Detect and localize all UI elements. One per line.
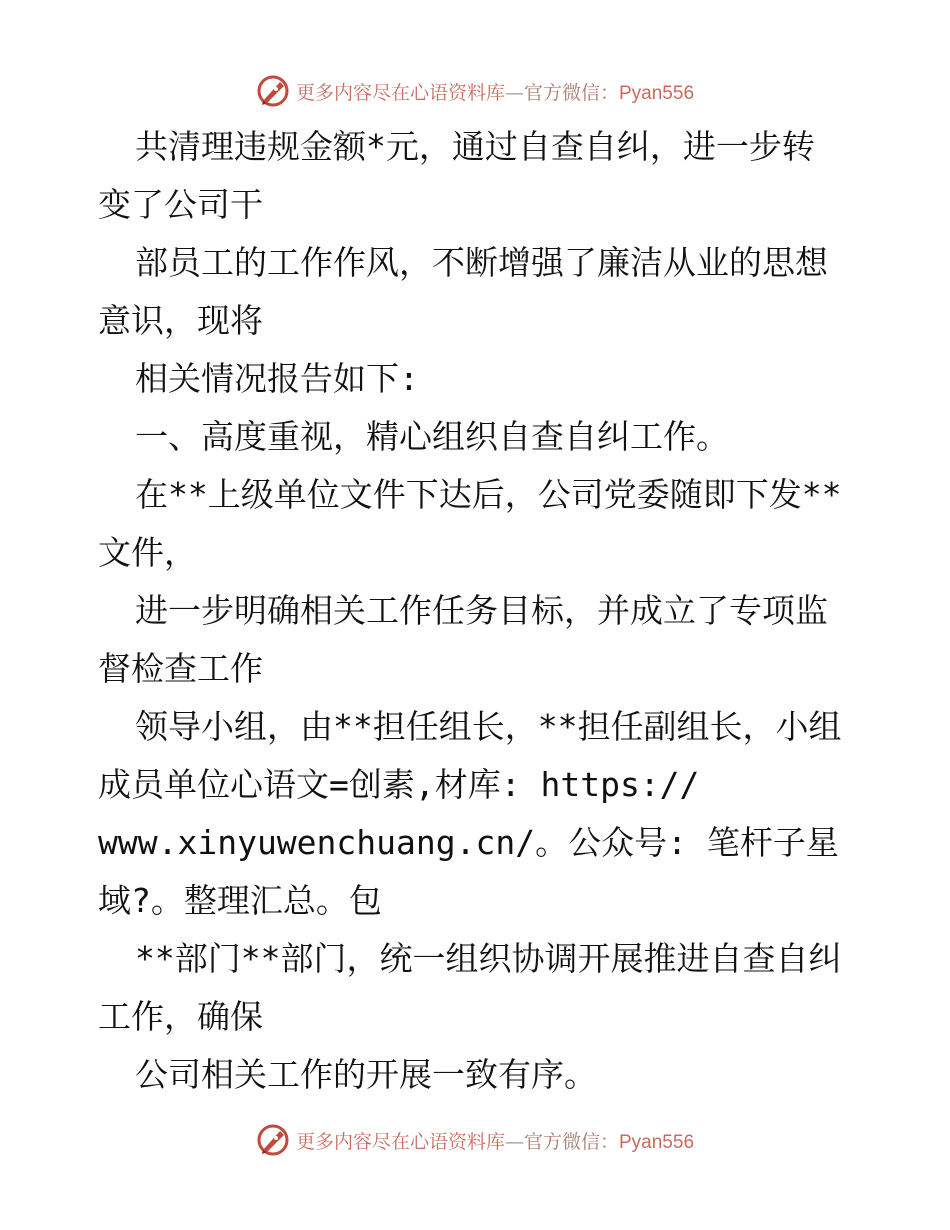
header-banner-text — [296, 78, 694, 105]
pen-logo-icon — [256, 74, 290, 108]
banner-dash: — — [504, 81, 524, 104]
body-line: 领导小组，由**担任组长，**担任副组长，小组 — [135, 707, 842, 746]
body-line: 共清理违规金额*元，通过自查自纠，进一步转 — [135, 127, 815, 166]
body-line: **部门**部门，统一组织协调开展推进自查自纠 — [135, 939, 842, 978]
body-line: 工作，确保 — [98, 997, 263, 1036]
banner-wechat: Pyan556 — [619, 1131, 695, 1153]
footer-banner-text — [296, 1127, 694, 1154]
section-heading: 一、高度重视，精心组织自查自纠工作。 — [135, 417, 729, 456]
body-line: www.xinyuwenchuang.cn/。公众号: 笔杆子星 — [98, 823, 839, 862]
body-line: 公司相关工作的开展一致有序。 — [135, 1055, 597, 1094]
pen-logo-icon — [256, 1123, 290, 1157]
body-line: 变了公司干 — [98, 185, 263, 224]
banner-sub: 官方微信： — [523, 81, 619, 104]
body-line: 在**上级单位文件下达后，公司党委随即下发** — [135, 475, 842, 514]
footer-banner — [0, 1118, 950, 1162]
body-line: 进一步明确相关工作任务目标，并成立了专项监 — [135, 591, 828, 630]
body-line: 相关情况报告如下: — [135, 359, 419, 398]
body-line: 部员工的工作作风，不断增强了廉洁从业的思想 — [135, 243, 828, 282]
body-line: 督检查工作 — [98, 649, 263, 688]
body-line: 意识，现将 — [98, 301, 263, 340]
body-line: 文件， — [98, 533, 197, 572]
body-line: 域?。整理汇总。包 — [98, 881, 382, 920]
document-body — [98, 118, 858, 1104]
banner-sub: 官方微信： — [523, 1130, 619, 1153]
banner-main: 更多内容尽在心语资料库 — [295, 1130, 505, 1153]
banner-main: 更多内容尽在心语资料库 — [295, 81, 505, 104]
body-line: 成员单位心语文=创素,材库: https:// — [98, 765, 700, 804]
banner-dash: — — [504, 1130, 524, 1153]
banner-wechat: Pyan556 — [619, 82, 695, 104]
header-banner — [0, 69, 950, 113]
